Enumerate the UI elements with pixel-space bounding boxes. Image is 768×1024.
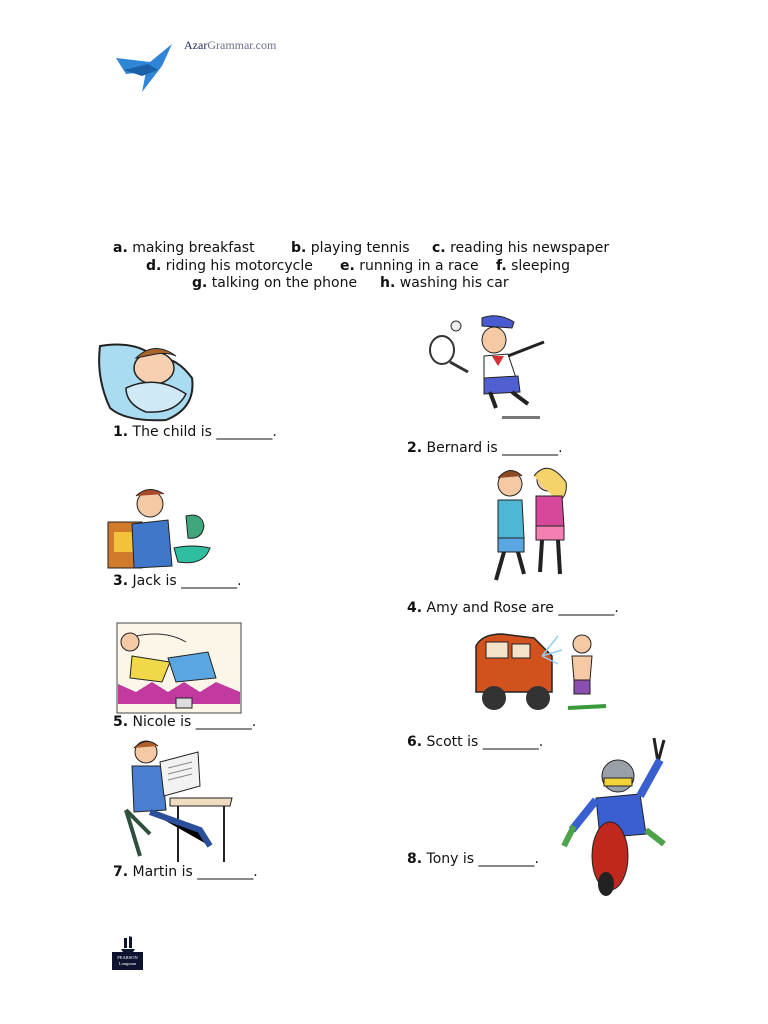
illustration-man-making-breakfast — [106, 486, 214, 572]
question-5 — [113, 714, 256, 730]
question-5-number: 5. — [113, 714, 129, 730]
option-e-item — [340, 257, 479, 275]
question-4 — [407, 600, 619, 616]
question-3-text: Jack is ________. — [132, 573, 242, 589]
option-b-item — [291, 239, 410, 257]
option-f-text: sleeping — [511, 258, 571, 274]
option-b-text: playing tennis — [310, 240, 410, 256]
question-1-number: 1. — [113, 424, 129, 440]
pearson-longman-badge — [112, 952, 143, 970]
imprint-name: Longman — [118, 961, 137, 966]
question-8 — [407, 851, 539, 867]
publisher-name: PEARSON — [117, 955, 138, 960]
option-g-letter: g. — [192, 275, 208, 291]
pearson-logo[interactable] — [118, 935, 138, 953]
question-3 — [113, 573, 242, 589]
option-list — [113, 239, 255, 257]
illustration-boy-washing-car — [472, 626, 610, 716]
option-b-letter: b. — [291, 240, 307, 256]
question-6 — [407, 734, 543, 750]
option-h-item — [380, 274, 509, 292]
option-a: a. making breakfast — [113, 240, 255, 256]
option-h-letter: h. — [380, 275, 396, 291]
question-3-number: 3. — [113, 573, 129, 589]
option-h-text: washing his car — [399, 275, 509, 291]
illustration-woman-on-phone — [116, 622, 242, 714]
option-g-item — [192, 274, 357, 292]
illustration-sleeping-child — [96, 338, 198, 424]
question-8-number: 8. — [407, 851, 423, 867]
question-7-text: Martin is ________. — [132, 864, 258, 880]
illustration-tennis-player — [428, 312, 552, 424]
sailing-ship-icon — [118, 935, 138, 953]
question-1-text: The child is ________. — [132, 424, 277, 440]
azargrammar-logo[interactable] — [112, 40, 182, 96]
question-6-number: 6. — [407, 734, 423, 750]
option-c-item — [432, 239, 609, 257]
question-4-text: Amy and Rose are ________. — [426, 600, 619, 616]
site-name[interactable] — [184, 38, 276, 53]
question-2-number: 2. — [407, 440, 423, 456]
question-7-number: 7. — [113, 864, 129, 880]
question-4-number: 4. — [407, 600, 423, 616]
question-2-text: Bernard is ________. — [426, 440, 563, 456]
question-6-text: Scott is ________. — [426, 734, 544, 750]
question-8-text: Tony is ________. — [426, 851, 539, 867]
question-1 — [113, 424, 277, 440]
illustration-man-riding-motorcycle — [560, 734, 672, 896]
option-e-letter: e. — [340, 258, 355, 274]
question-2 — [407, 440, 563, 456]
site-brand: Azar — [184, 38, 208, 52]
option-g-text: talking on the phone — [211, 275, 358, 291]
option-c-text: reading his newspaper — [450, 240, 610, 256]
option-c-letter: c. — [432, 240, 446, 256]
option-e-text: running in a race — [359, 258, 479, 274]
site-domain: Grammar.com — [207, 38, 277, 52]
option-d-text: riding his motorcycle — [165, 258, 313, 274]
question-5-text: Nicole is ________. — [132, 714, 257, 730]
question-7 — [113, 864, 258, 880]
option-f-item — [496, 257, 570, 275]
option-d-letter: d. — [146, 258, 162, 274]
illustration-man-reading-newspaper — [120, 738, 234, 864]
illustration-two-runners — [484, 462, 574, 588]
option-f-letter: f. — [496, 258, 507, 274]
option-d-item — [146, 257, 313, 275]
swallow-bird-logo-icon — [112, 40, 182, 96]
